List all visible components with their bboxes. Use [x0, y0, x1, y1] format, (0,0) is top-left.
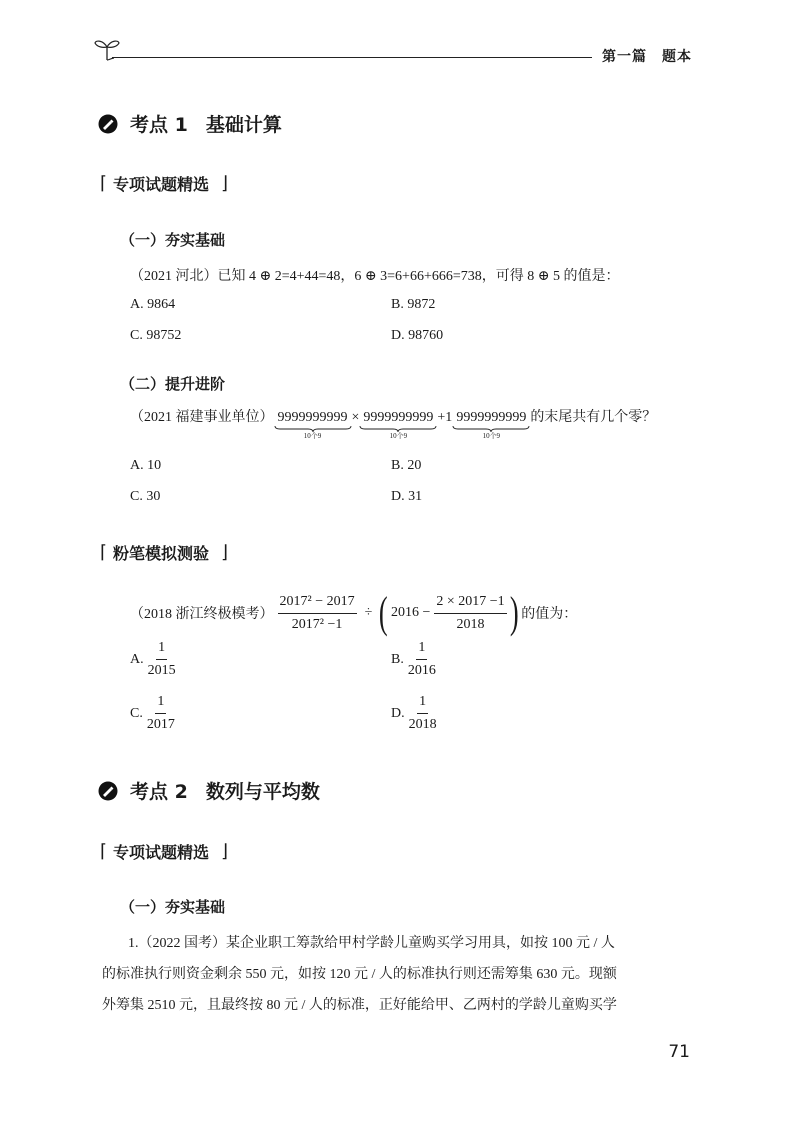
q2-option-a: A. 10	[130, 458, 162, 473]
subsection-header-1: ⌈ 专项试题精选 ⌋	[100, 173, 229, 194]
q1-option-d: D. 98760	[391, 328, 444, 343]
q1-option-b: B. 9872	[391, 297, 436, 312]
q2-times: ×	[351, 410, 360, 425]
question-4-line-2: 的标准执行则资金剩余 550 元，如按 120 元 / 人的标准执行则还需筹集 630 元。现额	[102, 967, 617, 982]
section-heading-2	[98, 777, 320, 804]
section-label: 考点 2	[130, 781, 188, 803]
subsection-title: 粉笔模拟测验	[113, 544, 210, 563]
subsection-title: 专项试题精选	[113, 175, 210, 194]
level-heading-3: （一）夯实基础	[120, 898, 226, 916]
q2-number-2: 9999999999 10个9	[359, 410, 437, 441]
chapter-title: 第一篇 题本	[602, 49, 692, 65]
section-label: 考点 1	[130, 114, 188, 136]
pen-badge-icon	[98, 781, 118, 801]
option-fraction: $\frac{1}{2017}$	[146, 694, 175, 732]
q3-divide: ÷	[364, 605, 373, 620]
q3-suffix: 的值为：	[521, 607, 578, 622]
option-fraction: $\frac{1}{2016}$	[407, 640, 436, 678]
subsection-header-3: ⌈ 专项试题精选 ⌋	[100, 841, 229, 862]
q3-source: （2018 浙江终极模考）	[130, 607, 274, 622]
q3-paren-right: )	[509, 588, 519, 637]
q2-suffix: 的末尾共有几个零？	[530, 410, 657, 425]
q3-paren-left: (	[379, 588, 389, 637]
pen-badge-icon	[98, 114, 118, 134]
option-fraction: $\frac{1}{2018}$	[408, 694, 437, 732]
header-rule	[112, 57, 592, 58]
q2-option-c: C. 30	[130, 489, 161, 504]
question-4-line-1: 1.（2022 国考）某企业职工筹款给甲村学龄儿童购买学习用具，如按 100 元 / 人	[128, 936, 615, 951]
q3-option-a: A. $\frac{1}{2015}$	[130, 640, 176, 678]
section-title: 基础计算	[205, 114, 282, 136]
question-4-line-3: 外筹集 2510 元，且最终按 80 元 / 人的标准，正好能给甲、乙两村的学龄儿童购买学	[102, 998, 617, 1013]
q3-fraction-1: $\frac{\text{2017² − 2017}}{\text{2017² −1}}$	[279, 593, 355, 632]
q2-plus: +1	[437, 410, 453, 425]
option-fraction: $\frac{1}{2015}$	[147, 640, 176, 678]
question-2	[130, 410, 656, 441]
q2-option-d: D. 31	[391, 489, 423, 504]
q2-source: （2021 福建事业单位）	[130, 410, 274, 425]
q3-option-c: C. $\frac{1}{2017}$	[130, 694, 175, 732]
section-heading-1	[98, 110, 282, 137]
level-heading-1: （一）夯实基础	[120, 231, 226, 249]
subsection-header-2: ⌈ 粉笔模拟测验 ⌋	[100, 542, 229, 563]
subsection-title: 专项试题精选	[113, 843, 210, 862]
sprout-icon	[92, 36, 122, 62]
level-heading-2: （二）提升进阶	[120, 375, 226, 393]
question-1-text: （2021 河北）已知 4 ⊕ 2=4+44=48，6 ⊕ 3=6+66+666=738，可得 8 ⊕ 5 的值是：	[130, 269, 620, 284]
question-3	[130, 588, 578, 637]
q1-option-c: C. 98752	[130, 328, 182, 343]
q2-option-b: B. 20	[391, 458, 422, 473]
section-title: 数列与平均数	[205, 781, 320, 803]
q3-fraction-2: $\frac{2 \times 2017 -1}{2018}$	[436, 593, 505, 632]
q2-number-3: 9999999999 10个9	[452, 410, 530, 441]
page-number: 71	[668, 1042, 690, 1062]
q1-option-a: A. 9864	[130, 297, 176, 312]
q3-option-b: B. $\frac{1}{2016}$	[391, 640, 436, 678]
q3-inner-term: 2016 −	[390, 605, 431, 620]
q2-number-1: 9999999999 10个9	[274, 410, 352, 441]
q3-option-d: D. $\frac{1}{2018}$	[391, 694, 437, 732]
